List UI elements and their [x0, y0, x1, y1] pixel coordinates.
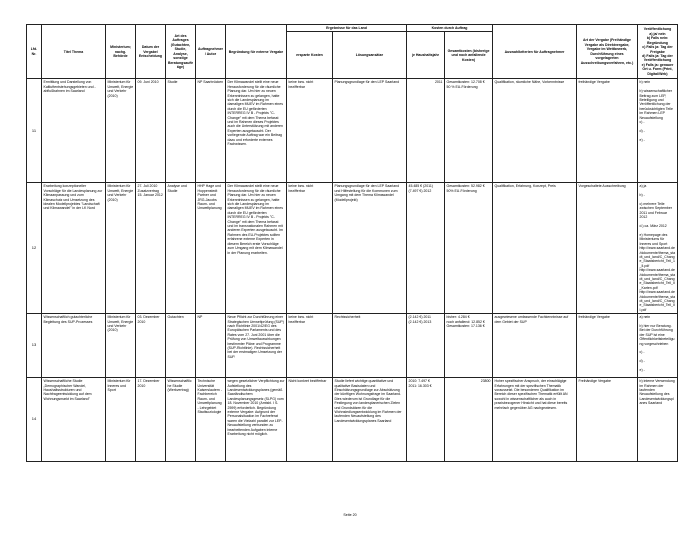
- cell-titel: Ermittlung und Darstellung von Kaltluftentstehungsgebieten und -abflußbahnen im Saarland: [42, 79, 106, 183]
- table-row: [27, 79, 678, 183]
- cell-ersparte: keine bzw. nicht bezifferbar: [287, 183, 333, 314]
- table-row: [27, 183, 678, 314]
- cell-auftragnehmer: NP Saarbrücken: [196, 79, 226, 183]
- cell-datum: 27. Juli 2010 Zusatzvertrag 15. Januar 2012: [136, 183, 166, 314]
- col-header-auftragnehmer: Auftragnehmer/ Autor: [196, 25, 226, 79]
- col-header-ersparte: ersparte Kosten: [287, 32, 333, 79]
- cell-titel: Erarbeitung konzeptioneller Vorschläge für die Landesplanung zur Klimaanpassung und zum Klimaschutz und Umsetzung des idealen Modellprojektes "Landschaft und Klimawandel" in der LK Nord: [42, 183, 106, 314]
- cell-ersparte: keine bzw. nicht bezifferbar: [287, 314, 333, 378]
- col-header-lfd: Lfd. Nr.: [27, 25, 42, 79]
- cell-ministerium: Ministerium für Inneres und Sport: [106, 378, 136, 462]
- cell-loesung: Planungsgrundlage für den LEP Saarland: [333, 79, 407, 183]
- cell-gesamtkosten: Gesamtkosten: 52.982 € 50% EU-Förderung: [445, 183, 493, 314]
- col-header-art: Art des Auftrages (Gutachten, Studie, Analyse, sonstige Beratungsaufträge): [166, 25, 196, 79]
- cell-gesamtkosten: Gesamtkosten: 12.708 € 50 % EU-Förderung: [445, 79, 493, 183]
- row-number: 12: [27, 183, 42, 314]
- header-group-row: [27, 25, 678, 32]
- cell-ersparte: keine bzw. nicht bezifferbar: [287, 79, 333, 183]
- cell-datum: 03. Dezember 2010: [136, 314, 166, 378]
- cell-titel: Wissenschaftlich gutachterliche Begleitung des SUP-Prozesses: [42, 314, 106, 378]
- cell-ministerium: Ministerium für Umwelt, Energie und Verkehr (2010): [106, 183, 136, 314]
- cell-haushaltsjahr: (2.142 €) 2011 (2.142 €) 2013: [407, 314, 445, 378]
- cell-haushaltsjahr: 2010: 7.497 € 2011: 16.303 €: [407, 378, 445, 462]
- table-row: [27, 314, 678, 378]
- cell-begruendung: Der Klimawandel stellt eine neue Herausforderung für die räumliche Planung dar. Um hier zu neuen Erkenntnissen zu gelangen, hatte sich die Landesplanung im damaligen MUEV im Rahmen eines durch die EU geförderten INTERREG IV B - Projekts "C-Change" mit dem Thema befasst und im transnationalen Rahmen mit anderen Experten ausgetauscht. Im Rahmen des EU-Projektes sollten erfahrene externe Experten in diesem Bereich erste Vorschläge zum Umgang mit dem Klimawandel in der Planung erarbeiten.: [226, 183, 287, 314]
- cell-loesung: Studie liefert wichtige quantitative und qualitative Basisdaten und Einschätzungsgrundlage zur Abschätzung der künftigen Wohnungsfrage im Saarland. Dies wiederum ist Grundlage für die Festlegung von landesplanerischen Zielen und Grundsätzen für die Wohnsiedlungsentwicklung im Rahmen der laufenden Neuaufstellung des Landesentwicklungsplanes Saarland: [333, 378, 407, 462]
- col-header-gesamtkosten: Gesamtkosten (bisherige und noch anfallende Kosten): [445, 32, 493, 79]
- cell-loesung: Rechtssicherheit: [333, 314, 407, 378]
- cell-auftragnehmer: HHP Hage und Hoppenstedt Partner und JRG-Jacobs Raum- und Umweltplanung: [196, 183, 226, 314]
- cell-art: Wissenschaftliche Studie (Werkvertrag): [166, 378, 196, 462]
- col-group-ergebnisse: Ergebnisse für das Land: [287, 25, 407, 32]
- col-group-kosten: Kosten durch Auftrag: [407, 25, 493, 32]
- col-header-datum: Datum der Vergabe/ Entscheidung: [136, 25, 166, 79]
- cell-begruendung: wegen gesetzlicher Verpflichtung zur Aufstellung des Landesentwicklungsplanes (gemäß Saarländischem Landesplanungsgesetz (SLPG) vom 18. November 2010 (Amtsbl. I S. 2599) erforderlich. Begründung externe Vergabe: Aufgrund der Personalsituation im Fachreferat waren die Vielzahl parallel zur LEP-Neuaufstellung verbunden zu bearbeitenden Aufgaben interne Erarbeitung nicht möglich.: [226, 378, 287, 462]
- cell-gesamtkosten: 23800: [445, 378, 493, 462]
- cell-auswahl: Hoher spezifischer Anspruch, der einschlägige Erfahrungen mit der spezifischen Thematik voraussetzt. Die besonderen Qualifikation im Bereich dieser spezifischen Thematik erfüllt AN sowohl in wissenschaftlicher als auch in praxisbezogener Hinsicht und hat diese bereits mehrfach gegenüber AG nachgewiesen.: [493, 378, 577, 462]
- cell-datum: 09. Juni 2010: [136, 79, 166, 183]
- cell-datum: 17. Dezember 2010: [136, 378, 166, 462]
- contracts-table: [26, 24, 678, 462]
- cell-veroeffentlichung: b) interne Verwendung im Rahmen der laufenden Neuaufstellung des Landesentwicklungsplanes Saarland: [638, 378, 678, 462]
- cell-vergabeart: Vorgeschaltete Ausschreibung: [577, 183, 638, 314]
- cell-auswahl: Qualifikation, räumliche Nähe, Vorkenntnisse: [493, 79, 577, 183]
- col-header-ministerium: Ministerium; nachg. Behörde: [106, 25, 136, 79]
- cell-ministerium: Ministerium für Umwelt, Energie und Verkehr (2010): [106, 314, 136, 378]
- cell-veroeffentlichung: a) nein b) hier nur Beratung. Bei der Durchführung der SUP ist eine Öffentlichkeitsbeteiligung vorgeschrieben c) - d) - e) -: [638, 314, 678, 378]
- cell-gesamtkosten: bisher: 4.284 € noch anfallend: 12.852 € Gesamtkosten: 17.136 €: [445, 314, 493, 378]
- cell-titel: Wissenschaftliche Studie „Demographischer Wandel, Haushaltsstrukturen und Nachfrageentwicklung auf dem Wohnungsmarkt im Saarland": [42, 378, 106, 462]
- col-header-haushaltsjahr: je Haushaltsjahr: [407, 32, 445, 79]
- table-row: [27, 378, 678, 462]
- col-header-vergabeart: Art der Vergabe (Freihändige Vergabe als Direktvergabe, Vergabe im Wettbewerb, Durchführung eines vorgelagerten Ausschreibungsverfahren, etc.): [577, 25, 638, 79]
- cell-vergabeart: freihändige Vergabe: [577, 314, 638, 378]
- cell-art: Gutachten: [166, 314, 196, 378]
- cell-veroeffentlichung: b) nein b) wissenschaftlicher Beitrag zum LEP, Beteiligung und Veröffentlichung der berücksichtigten Teile im Rahmen LEP Neuaufstellung c) - d) - e) -: [638, 79, 678, 183]
- col-header-titel: Titel Thema: [42, 25, 106, 79]
- cell-begruendung: Neue Pflicht zur Durchführung einer Strategischen Umweltprüfung (SUP) nach Richtlinie 2001/42/EG des Europäischen Parlaments und des Rates vom 27. Juni 2001 über die Prüfung von Umweltauswirkungen bestimmter Pläne und Programme (SUP-Richtlinie). Rechtssicherheit bei der erstmaligen Umsetzung der SUP.: [226, 314, 287, 378]
- cell-auswahl: Qualifikation, Erfahrung, Konzept, Preis: [493, 183, 577, 314]
- row-number: 11: [27, 79, 42, 183]
- procurement-report-sheet: [26, 24, 677, 462]
- cell-ersparte: Nicht konkret bezifferbar: [287, 378, 333, 462]
- cell-auswahl: ausgewiesene umfassende Fachkenntnisse auf dem Gebiet der SUP: [493, 314, 577, 378]
- row-number: 13: [27, 314, 42, 378]
- col-header-veroeffentlichung: Veröffentlichung a) ja/ nein b) Falls nein: Begründung c) Falls ja: Tag der Freigabe d) Falls ja: Tag der Veröffentlichung e) Falls ja: genauer Ort u. Form (Print, Digital/Web): [638, 25, 678, 79]
- col-header-loesung: Lösungsansätze: [333, 32, 407, 79]
- col-header-begruendung: Begründung für externe Vergabe: [226, 25, 287, 79]
- page-number: Seite 20: [343, 513, 357, 517]
- cell-loesung: Planungsgrundlage für den LEP Saarland und Hilfestellung für die Kommunen zum Umgang mit dem Thema Klimawandel (Modellprojekt): [333, 183, 407, 314]
- row-number: 14: [27, 378, 42, 462]
- cell-veroeffentlichung: a) ja b) - c) mehrere Teile zwischen September 2011 und Februar 2012 d.) ca. März 2012 e) Homepage des Ministeriums für Inneres und Sport http://www.saarland.de/dokumente/thema_stadt_und_land/C_Change_Staatsbericht_Teil_1_II.pdf http://www.saarland.de/dokumente/thema_stadt_und_land/C_Change_Staatsbericht_Teil_II_Karten.pdf http://www.saarland.de/dokumente/thema_stadt_und_land/C_Change_Staatsbericht_Teil_III.pdf: [638, 183, 678, 314]
- cell-ministerium: Ministerium für Umwelt, Energie und Verkehr (2010): [106, 79, 136, 183]
- col-header-auswahl: Auswahlkriterien für Auftragnehmer: [493, 25, 577, 79]
- cell-haushaltsjahr: 2011: [407, 79, 445, 183]
- cell-art: Studie: [166, 79, 196, 183]
- cell-auftragnehmer: NP: [196, 314, 226, 378]
- cell-art: Analyse und Studie: [166, 183, 196, 314]
- cell-auftragnehmer: Technische Universität Kaiserslautern - Fachbereich Raum- und Umweltplanung - Lehrgebiet Stadtsoziologie: [196, 378, 226, 462]
- cell-vergabeart: freihändige Vergabe: [577, 79, 638, 183]
- cell-vergabeart: Freihändige Vergabe: [577, 378, 638, 462]
- cell-begruendung: Der Klimawandel stellt eine neue Herausforderung für die räumliche Planung dar. Um hier zu neuen Erkenntnissen zu gelangen, hatte sich die Landesplanung im damaligen MUEV im Rahmen eines durch die EU geförderten INTERREG IV B - Projekts "C-Change" mit dem Thema befasst und im Rahmen dieses Projektes auch die Unterstützung mit anderen Experten ausgetauscht. Der vorliegende Auftrag war ein Beitrag dazu und erforderte externes Fachwissen.: [226, 79, 287, 183]
- cell-haushaltsjahr: 45.485 € (2011) (7.497 €) 2012: [407, 183, 445, 314]
